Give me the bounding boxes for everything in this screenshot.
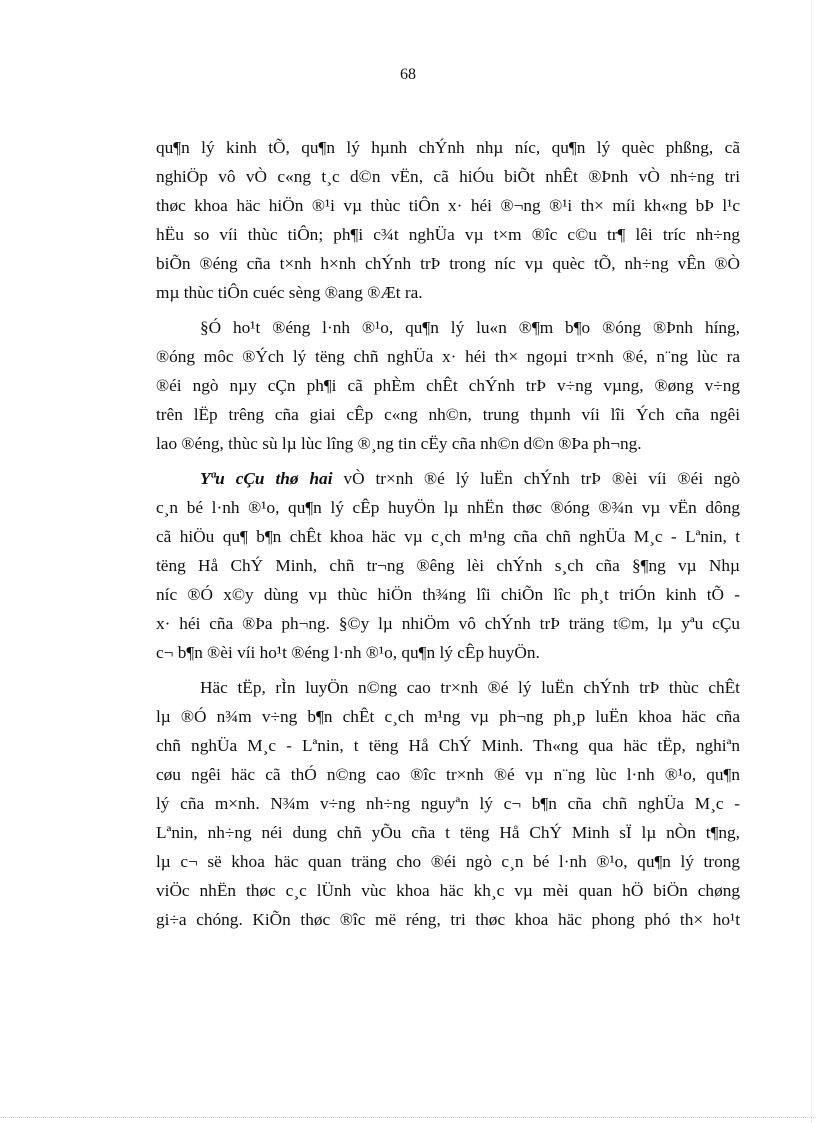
text-line: níc ®Ó x©y dùng vµ thùc hiÖn th¾ng lîi chiÕn lîc ph¸t triÓn kinh tÕ -: [156, 585, 740, 604]
paragraph-3: [156, 464, 740, 667]
document-body: [156, 133, 740, 940]
text-line: chñ nghÜa M¸c - Lªnin, t tëng Hå ChÝ Minh. Th«ng qua häc tËp, nghiªn: [156, 736, 740, 755]
text-line: Häc tËp, rÌn luyÖn n©ng cao tr×nh ®é lý luËn chÝnh trÞ thùc chÊt: [200, 678, 740, 697]
text-line: c¸n bé l·nh ®¹o, qu¶n lý cÊp huyÖn lµ nhËn thøc ®óng ®¾n vµ vËn dông: [156, 498, 740, 517]
text-line: c¬ b¶n ®èi víi ho¹t ®éng l·nh ®¹o, qu¶n lý cÊp huyÖn.: [156, 643, 540, 662]
text-line: lµ c¬ së khoa häc quan träng cho ®éi ngò c¸n bé l·nh ®¹o, qu¶n lý trong: [156, 852, 740, 871]
text-line: mµ thùc tiÔn cuéc sèng ®ang ®Æt ra.: [156, 283, 423, 302]
text-line: nghiÖp vô vÒ c«ng t¸c d©n vËn, cã hiÓu biÕt nhÊt ®Þnh vÒ nh÷ng tri: [156, 167, 740, 186]
text-line: tëng Hå ChÝ Minh, chñ tr¬ng ®êng lèi chÝnh s¸ch cña §¶ng vµ Nhµ: [156, 556, 740, 575]
text-line: viÖc nhËn thøc c¸c lÜnh vùc khoa häc kh¸c vµ mèi quan hÖ biÖn chøng: [156, 881, 740, 900]
text-line: Lªnin, nh÷ng néi dung chñ yÕu cña t tëng Hå ChÝ Minh sÏ lµ nÒn t¶ng,: [156, 823, 740, 842]
text-line: cøu ngêi häc cã thÓ n©ng cao ®îc tr×nh ®é vµ n¨ng lùc l·nh ®¹o, qu¶n: [156, 765, 740, 784]
text-line: hËu so víi thùc tiÔn; ph¶i c¾t nghÜa vµ t×m ®îc c©u tr¶ lêi tríc nh÷ng: [156, 225, 740, 244]
text-line: gi÷a chóng. KiÕn thøc ®îc më réng, tri thøc khoa häc phong phó th× ho¹t: [156, 910, 740, 929]
text-line: thøc khoa häc hiÖn ®¹i vµ thùc tiÔn x· héi ®¬ng ®¹i th× míi kh«ng bÞ l¹c: [156, 196, 740, 215]
paragraph-4: [156, 673, 740, 934]
text-line: ®éi ngò nµy cÇn ph¶i cã phÈm chÊt chÝnh trÞ v÷ng vµng, ®øng v÷ng: [156, 376, 740, 395]
text-line: ®óng môc ®Ých lý tëng chñ nghÜa x· héi th× ngoµi tr×nh ®é, n¨ng lùc ra: [156, 347, 740, 366]
paragraph-2: [156, 313, 740, 458]
text-line: qu¶n lý kinh tÕ, qu¶n lý hµnh chÝnh nhµ níc, qu¶n lý quèc phßng, cã: [156, 138, 740, 157]
text-line: x· héi cña ®Þa ph¬ng. §©y lµ nhiÖm vô chÝnh trÞ träng t©m, lµ yªu cÇu: [156, 614, 740, 633]
page-bottom-divider: [0, 1117, 816, 1118]
emphasized-lead: Yªu cÇu thø hai: [200, 469, 333, 488]
text-line: [156, 464, 740, 493]
text-line: cã hiÖu qu¶ b¶n chÊt khoa häc vµ c¸ch m¹ng cña chñ nghÜa M¸c - Lªnin, t: [156, 527, 740, 546]
text-run: vÒ tr×nh ®é lý luËn chÝnh trÞ ®èi víi ®éi ngò: [332, 469, 740, 488]
paragraph-1: [156, 133, 740, 307]
text-line: §Ó ho¹t ®éng l·nh ®¹o, qu¶n lý lu«n ®¶m b¶o ®óng ®Þnh híng,: [200, 318, 740, 337]
page-number: 68: [400, 66, 416, 83]
text-line: lµ ®Ó n¾m v÷ng b¶n chÊt c¸ch m¹ng vµ ph¬ng ph¸p luËn khoa häc cña: [156, 707, 740, 726]
page-right-divider: [811, 0, 812, 1123]
text-line: biÕn ®éng cña t×nh h×nh chÝnh trÞ trong níc vµ quèc tÕ, nh÷ng vÊn ®Ò: [156, 254, 740, 273]
text-line: lao ®éng, thùc sù lµ lùc lîng ®¸ng tin cËy cña nh©n d©n ®Þa ph¬ng.: [156, 434, 642, 453]
text-line: trên lËp trêng cña giai cÊp c«ng nh©n, trung thµnh víi lîi Ých cña ngêi: [156, 405, 740, 424]
text-line: lý cña m×nh. N¾m v÷ng nh÷ng nguyªn lý c¬ b¶n cña chñ nghÜa M¸c -: [156, 794, 740, 813]
